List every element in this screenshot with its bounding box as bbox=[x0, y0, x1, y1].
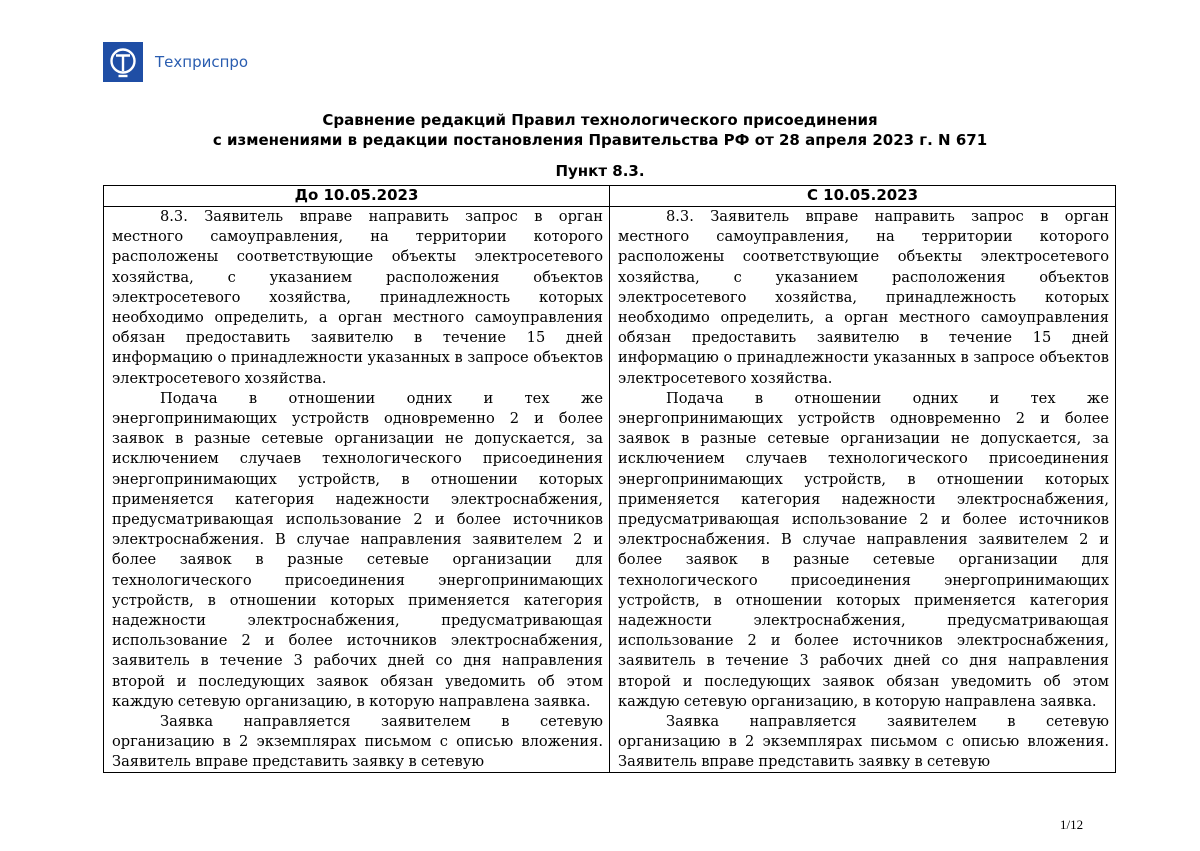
left-column bbox=[104, 207, 610, 773]
right-paragraph-2: Подача в отношении одних и тех же энергопринимающих устройств одновременно 2 и более заявок в разные сетевые организации не допускается, за исключением случаев технологического присоединения энергопринимающих устройств, в отношении которых применяется категория надежности электроснабжения, предусматривающая использование 2 и более источников электроснабжения. В случае направления заявителем 2 и более заявок в разные сетевые организации для технологического присоединения энергопринимающих устройств, в отношении которых применяется категория надежности электроснабжения, предусматривающая использование 2 и более источников электроснабжения, заявитель в течение 3 рабочих дней со дня направления второй и последующих заявок обязан уведомить об этом каждую сетевую организацию, в которую направлена заявка. bbox=[618, 389, 1109, 710]
lightbulb-icon bbox=[103, 42, 143, 82]
right-column bbox=[610, 207, 1116, 773]
header-before: До 10.05.2023 bbox=[104, 186, 610, 207]
brand-name: Техприспро bbox=[155, 53, 249, 71]
left-paragraph-3: Заявка направляется заявителем в сетевую организацию в 2 экземплярах письмом с описью вложения. Заявитель вправе представить заявку в сетевую bbox=[112, 713, 603, 771]
table-header-row bbox=[104, 186, 1116, 207]
section-heading: Пункт 8.3. bbox=[555, 162, 645, 180]
document-title bbox=[100, 110, 1100, 150]
right-paragraph-3: Заявка направляется заявителем в сетевую организацию в 2 экземплярах письмом с описью вложения. Заявитель вправе представить заявку в сетевую bbox=[618, 713, 1109, 771]
page-number: 1/12 bbox=[1060, 817, 1084, 832]
left-paragraph-1: 8.3. Заявитель вправе направить запрос в орган местного самоуправления, на территории которого расположены соответствующие объекты электросетевого хозяйства, с указанием расположения объектов электросетевого хозяйства, принадлежность которых необходимо определить, а орган местного самоуправления обязан предоставить заявителю в течение 15 дней информацию о принадлежности указанных в запросе объектов электросетевого хозяйства. bbox=[112, 208, 603, 387]
left-paragraph-2: Подача в отношении одних и тех же энергопринимающих устройств одновременно 2 и более заявок в разные сетевые организации не допускается, за исключением случаев технологического присоединения энергопринимающих устройств, в отношении которых применяется категория надежности электроснабжения, предусматривающая использование 2 и более источников электроснабжения. В случае направления заявителем 2 и более заявок в разные сетевые организации для технологического присоединения энергопринимающих устройств, в отношении которых применяется категория надежности электроснабжения, предусматривающая использование 2 и более источников электроснабжения, заявитель в течение 3 рабочих дней со дня направления второй и последующих заявок обязан уведомить об этом каждую сетевую организацию, в которую направлена заявка. bbox=[112, 389, 603, 710]
header-after: С 10.05.2023 bbox=[610, 186, 1116, 207]
comparison-table bbox=[103, 185, 1116, 773]
brand-logo bbox=[103, 42, 248, 82]
title-line-2: с изменениями в редакции постановления Правительства РФ от 28 апреля 2023 г. N 671 bbox=[212, 131, 988, 149]
left-text bbox=[112, 207, 603, 772]
right-paragraph-1: 8.3. Заявитель вправе направить запрос в орган местного самоуправления, на территории которого расположены соответствующие объекты электросетевого хозяйства, с указанием расположения объектов электросетевого хозяйства, принадлежность которых необходимо определить, а орган местного самоуправления обязан предоставить заявителю в течение 15 дней информацию о принадлежности указанных в запросе объектов электросетевого хозяйства. bbox=[618, 208, 1109, 387]
right-text bbox=[618, 207, 1109, 772]
table-row bbox=[104, 207, 1116, 773]
title-line-1: Сравнение редакций Правил технологического присоединения bbox=[322, 111, 878, 129]
